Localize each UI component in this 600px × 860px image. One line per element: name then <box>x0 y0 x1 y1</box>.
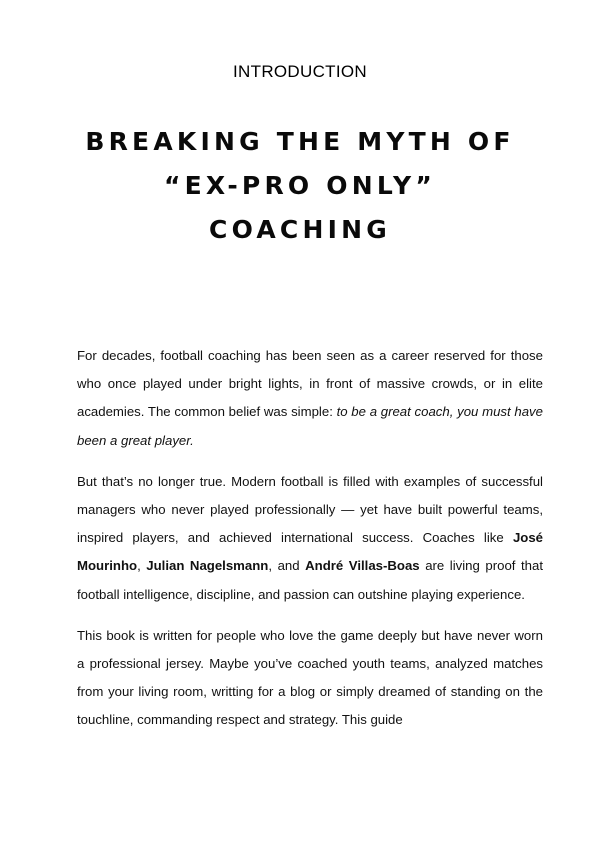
paragraph-1 <box>77 342 543 455</box>
body-text <box>77 342 543 748</box>
paragraph-1-italic-quote: to be a great coach, you must have been a great player. <box>77 404 543 448</box>
paragraph-2-outro: are living proof that football intelligence, discipline, and passion can outshine playing experience. <box>77 558 543 602</box>
paragraph-2-intro: But that’s no longer true. Modern football is filled with examples of successful managers who never played professionally — yet have built powerful teams, inspired players, and achieved international success. Coaches like <box>77 473 543 546</box>
section-label: INTRODUCTION <box>233 62 367 81</box>
paragraph-2 <box>77 468 543 609</box>
coach-name-villas-boas: André Villas-Boas <box>305 558 420 574</box>
paragraph-3-text: This book is written for people who love the game deeply but have never worn a professional jersey. Maybe you’ve coached youth teams, analyzed matches from your living room, writting for a blog or simply dreamed of standing on the touchline, commanding respect and strategy. This guide <box>77 627 543 728</box>
paragraph-2-separator-1: , <box>137 558 147 574</box>
paragraph-2-separator-2: , and <box>268 558 306 574</box>
chapter-title-line-2: “EX-PRO ONLY” <box>164 171 436 200</box>
paragraph-3 <box>77 622 543 735</box>
chapter-title-line-3: COACHING <box>209 215 391 244</box>
chapter-title <box>40 120 560 252</box>
chapter-title-line-1: BREAKING THE MYTH OF <box>85 127 515 156</box>
paragraph-1-text: For decades, football coaching has been seen as a career reserved for those who once played under bright lights, in front of massive crowds, or in elite academies. The common belief was simple: <box>77 348 543 420</box>
coach-name-mourinho: José Mourinho <box>77 530 543 574</box>
coach-name-nagelsmann: Julian Nagelsmann <box>146 558 269 574</box>
